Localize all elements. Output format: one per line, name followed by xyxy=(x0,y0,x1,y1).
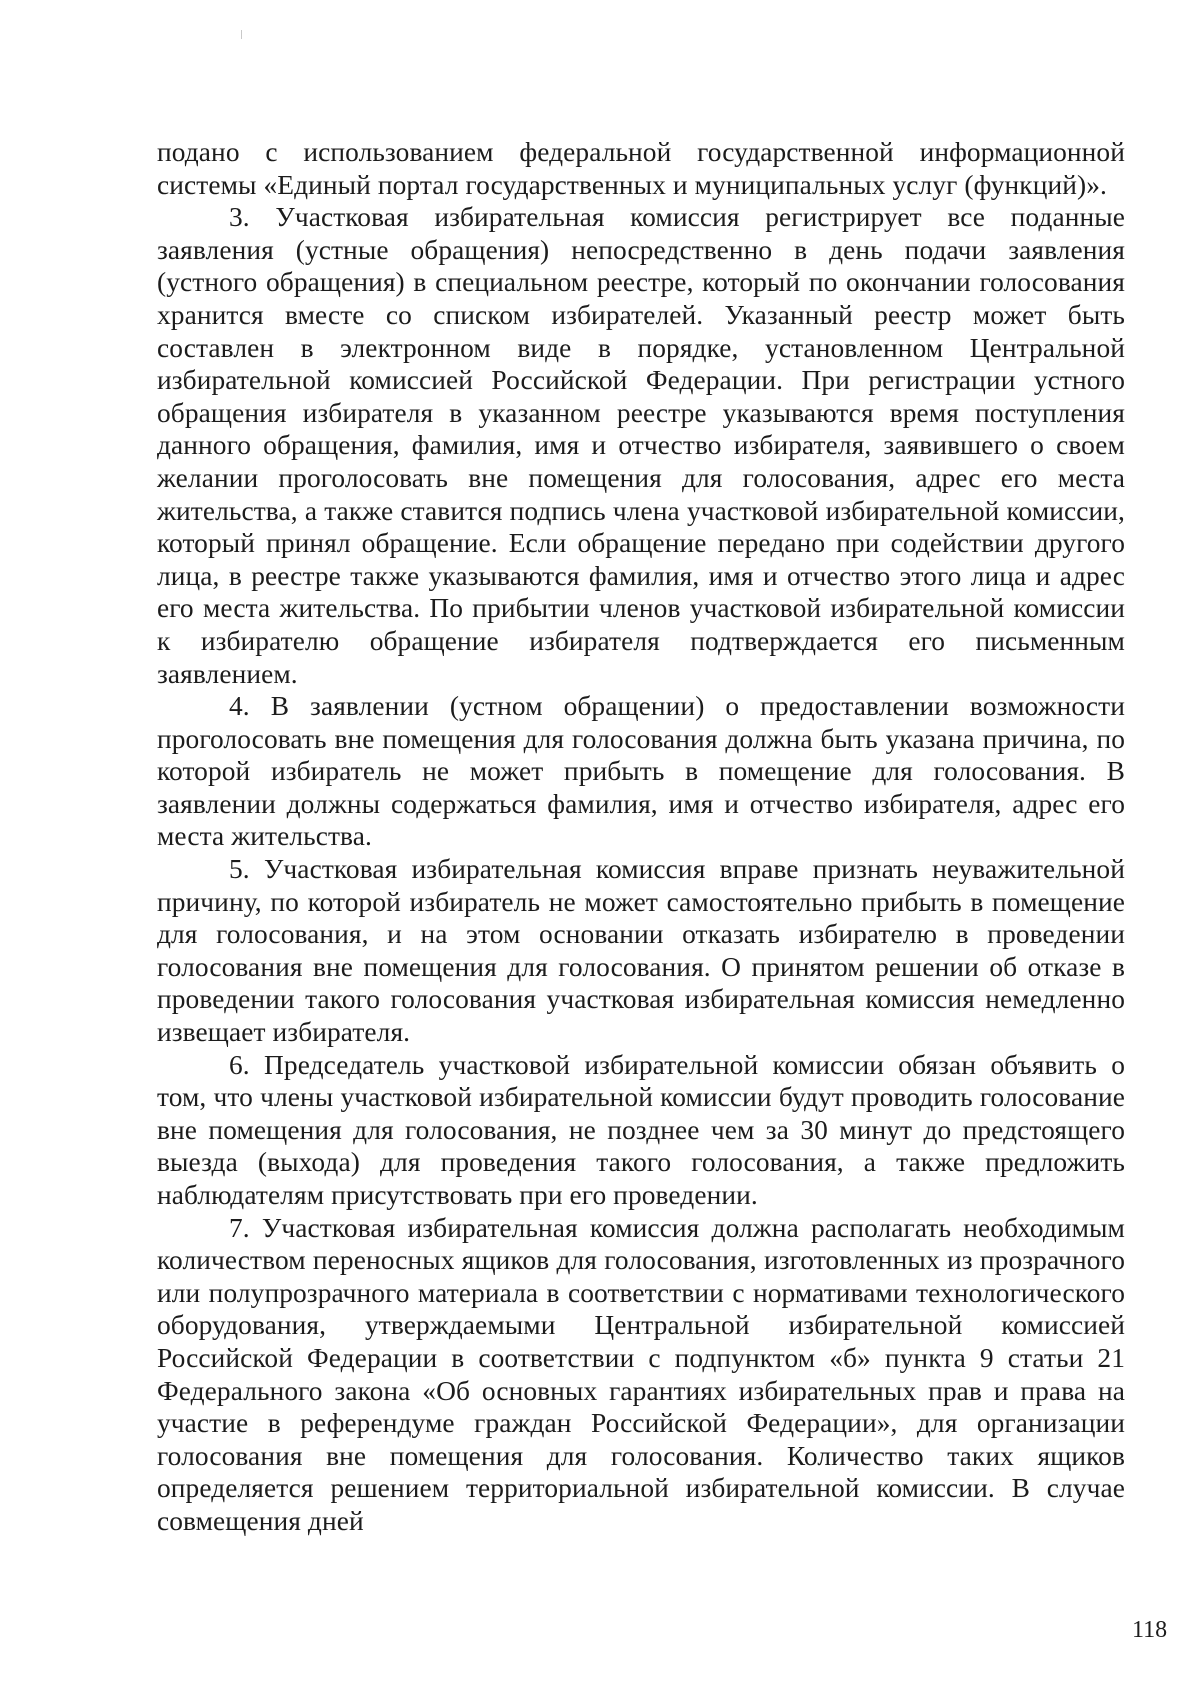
paragraph-item-6: 6. Председатель участковой избирательной комиссии обязан объявить о том, что члены участковой избирательной комиссии будут проводить голосование вне помещения для голосования, не позднее чем за 30 минут до предстоящего выезда (выхода) для проведения такого голосования, а также предложить наблюдателям присутствовать при его проведении. xyxy=(157,1049,1125,1210)
paragraph-item-3: 3. Участковая избирательная комиссия регистрирует все поданные заявления (устные обращения) непосредственно в день подачи заявления (устного обращения) в специальном реестре, который по окончании голосования хранится вместе со списком избирателей. Указанный реестр может быть составлен в электронном виде в порядке, установленном Центральной избирательной комиссией Российской Федерации. При регистрации устного обращения избирателя в указанном реестре указываются время поступления данного обращения, фамилия, имя и отчество избирателя, заявившего о своем желании проголосовать вне помещения для голосования, адрес его места жительства, а также ставится подпись члена участковой избирательной комиссии, который принял обращение. Если обращение передано при содействии другого лица, в реестре также указываются фамилия, имя и отчество этого лица и адрес его места жительства. По прибытии членов участковой избирательной комиссии к избирателю обращение избирателя подтверждается его письменным заявлением. xyxy=(157,202,1125,689)
page-number: 118 xyxy=(1132,1617,1168,1643)
paragraph-item-4: 4. В заявлении (устном обращении) о предоставлении возможности проголосовать вне помещения для голосования должна быть указана причина, по которой избиратель не может прибыть в помещение для голосования. В заявлении должны содержаться фамилия, имя и отчество избирателя, адрес его места жительства. xyxy=(157,691,1125,852)
document-body xyxy=(157,136,1125,1538)
paragraph-item-5: 5. Участковая избирательная комиссия вправе признать неуважительной причину, по которой избиратель не может самостоятельно прибыть в помещение для голосования, и на этом основании отказать избирателю в проведении голосования вне помещения для голосования. О принятом решении об отказе в проведении такого голосования участковая избирательная комиссия немедленно извещает избирателя. xyxy=(157,854,1125,1048)
paragraph-item-7: 7. Участковая избирательная комиссия должна располагать необходимым количеством переносных ящиков для голосования, изготовленных из прозрачного или полупрозрачного материала в соответствии с нормативами технологического оборудования, утверждаемыми Центральной избирательной комиссией Российской Федерации в соответствии с подпунктом «б» пункта 9 статьи 21 Федерального закона «Об основных гарантиях избирательных прав и права на участие в референдуме граждан Российской Федерации», для организации голосования вне помещения для голосования. Количество таких ящиков определяется решением территориальной избирательной комиссии. В случае совмещения дней xyxy=(157,1212,1125,1536)
paragraph-continuation: подано с использованием федеральной государственной информационной системы «Единый портал государственных и муниципальных услуг (функций)». xyxy=(157,137,1125,200)
scan-speck xyxy=(241,30,242,39)
